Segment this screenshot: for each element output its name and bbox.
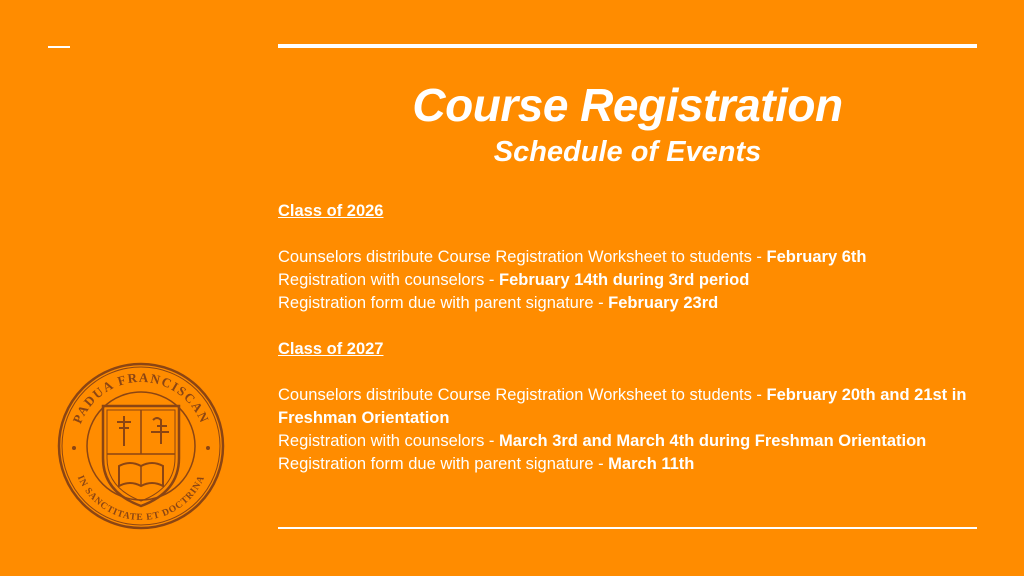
line-text: Registration form due with parent signature -	[278, 455, 609, 473]
line-date: February 20th and 21st in Freshman Orientation	[278, 386, 967, 427]
schedule-line	[278, 246, 988, 269]
corner-dash	[48, 46, 70, 48]
bottom-divider	[278, 527, 977, 529]
line-date: February 6th	[766, 248, 867, 266]
school-seal-logo	[57, 362, 225, 530]
line-text: Registration form due with parent signature -	[278, 294, 609, 312]
line-date: February 23rd	[608, 294, 719, 312]
schedule-line	[278, 453, 988, 476]
schedule-line	[278, 269, 988, 292]
line-date: March 3rd and March 4th during Freshman Orientation	[499, 432, 927, 450]
page-title: Course Registration	[412, 79, 843, 131]
page-subtitle: Schedule of Events	[493, 136, 762, 168]
section-heading: Class of 2027	[278, 340, 384, 358]
svg-text:IN SANCTITATE ET DOCTRINA: IN SANCTITATE ET DOCTRINA	[74, 473, 208, 524]
schedule-line	[278, 384, 988, 430]
line-text: Counselors distribute Course Registration Worksheet to students -	[278, 248, 767, 266]
svg-text:PADUA FRANCISCAN: PADUA FRANCISCAN	[69, 369, 213, 426]
section-heading: Class of 2026	[278, 202, 384, 220]
line-text: Registration with counselors -	[278, 432, 500, 450]
line-date: March 11th	[608, 455, 695, 473]
section-spacer	[278, 315, 988, 338]
schedule-line	[278, 430, 988, 453]
schedule-content	[278, 200, 988, 476]
line-text: Registration with counselors -	[278, 271, 500, 289]
line-text: Counselors distribute Course Registration Worksheet to students -	[278, 386, 767, 404]
section-class-2027	[278, 338, 988, 476]
line-date: February 14th during 3rd period	[499, 271, 750, 289]
schedule-line	[278, 292, 988, 315]
top-divider	[278, 44, 977, 48]
section-class-2026	[278, 200, 988, 315]
